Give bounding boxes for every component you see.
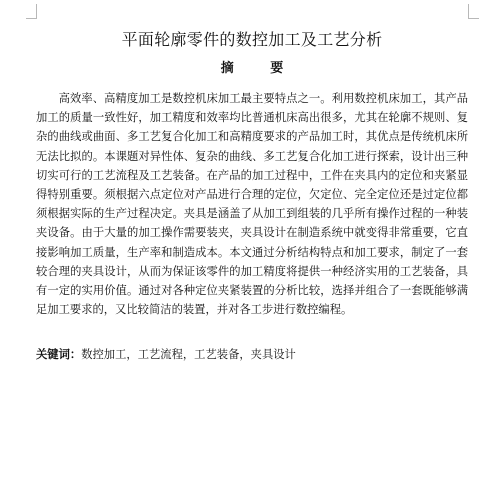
keywords-text: 数控加工，工艺流程，工艺装备，夹具设计 [81, 348, 296, 361]
abstract-body: 高效率、高精度加工是数控机床加工最主要特点之一。利用数控机床加工，其产品加工的质量一致性好，加工精度和效率均比普通机床高出很多，尤其在轮廓不规则、复杂的曲线或曲面、多工艺复合化加工和高精度要求的产品加工时，其优点是传统机床所无法比拟的。本课题对异性体、复杂的曲线、多工艺复合化加工进行探索，设计出三种切实可行的工艺流程及工艺装备。在产品的加工过程中，工件在夹具内的定位和夹紧显得特别重要。须根据六点定位对产品进行合理的定位，欠定位、完全定位还是过定位都须根据实际的生产过程决定。夹具是涵盖了从加工到组装的几乎所有操作过程的一种装夹设备。由于大量的加工操作需要装夹，夹具设计在制造系统中就变得非常重要，它直接影响加工质量，生产率和制造成本。本文通过分析结构特点和加工要求，制定了一套较合理的夹具设计，从而为保证该零件的加工精度将提供一种经济实用的工艺装备，具有一定的实用价值。通过对各种定位夹紧装置的分析比较，选择并组合了一套既能够满足加工要求的，又比较简洁的装置，并对各工步进行数控编程。 [36, 92, 468, 317]
document-title: 平面轮廓零件的数控加工及工艺分析 [121, 30, 383, 49]
page-corner-mark-top-left [26, 4, 37, 19]
keywords-line [36, 345, 468, 364]
abstract-heading: 摘 要 [220, 61, 300, 76]
keywords-label: 关键词： [36, 348, 82, 361]
page-corner-mark-top-right [468, 4, 479, 19]
